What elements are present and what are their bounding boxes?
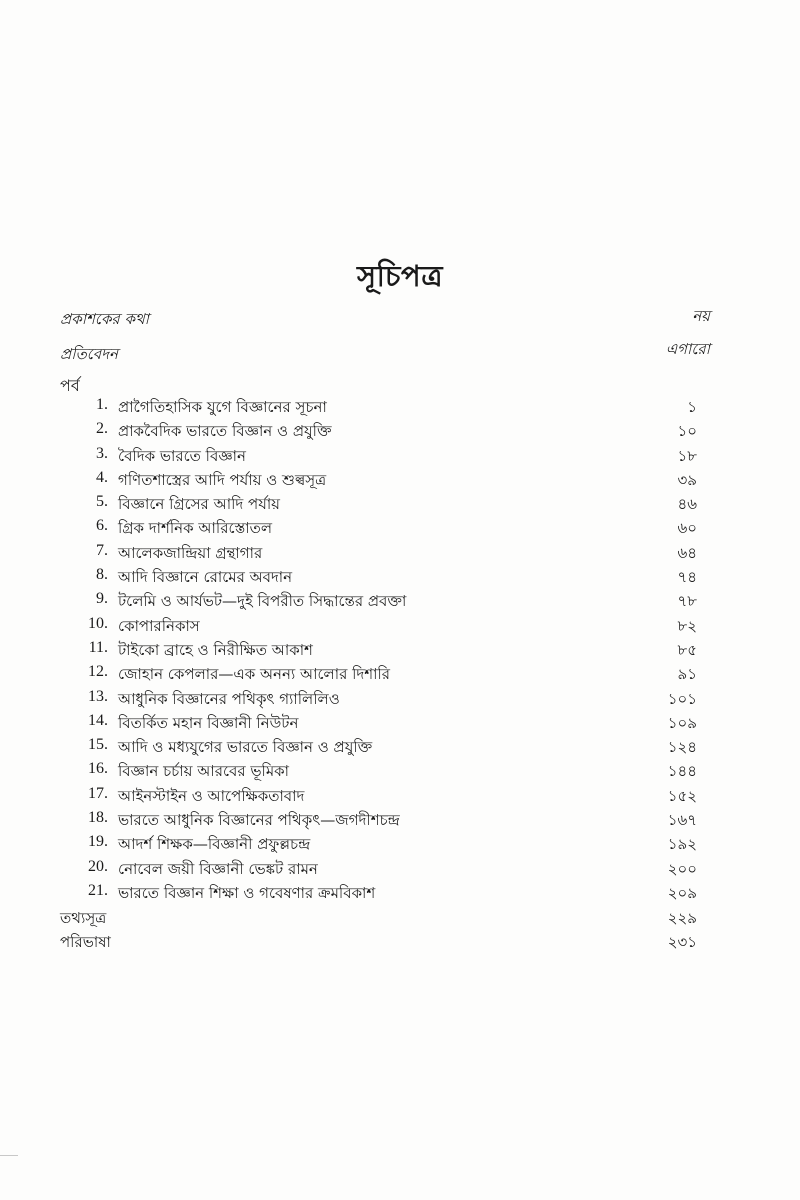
chapter-row bbox=[60, 882, 697, 906]
chapter-title: জোহান কেপলার—এক অনন্য আলোর দিশারি bbox=[118, 665, 391, 684]
chapter-row bbox=[60, 420, 697, 444]
chapter-number: 2. bbox=[96, 420, 108, 438]
chapter-number: 20. bbox=[88, 857, 108, 875]
chapter-row bbox=[60, 542, 697, 566]
chapter-page: ৬৪ bbox=[677, 543, 697, 562]
chapter-page: ২০০ bbox=[667, 859, 697, 878]
chapter-row bbox=[60, 712, 697, 736]
chapter-title: বিজ্ঞানে গ্রিসের আদি পর্যায় bbox=[118, 495, 281, 514]
chapter-number: 6. bbox=[96, 517, 108, 535]
chapter-row bbox=[60, 736, 697, 760]
chapter-number: 1. bbox=[96, 396, 108, 413]
chapter-page: ৩৯ bbox=[677, 470, 697, 489]
chapter-list bbox=[60, 396, 697, 906]
chapter-number: 19. bbox=[88, 833, 108, 851]
chapter-row bbox=[60, 639, 697, 663]
chapter-page: ১৬৭ bbox=[667, 811, 697, 830]
chapter-page: ১০ bbox=[677, 422, 697, 441]
chapter-page: ৮৫ bbox=[677, 640, 697, 659]
chapter-row bbox=[60, 833, 697, 857]
chapter-title: টাইকো ব্রাহে ও নিরীক্ষিত আকাশ bbox=[118, 640, 313, 659]
chapter-number: 16. bbox=[88, 760, 108, 778]
chapter-number: 4. bbox=[96, 468, 108, 486]
chapter-row bbox=[60, 566, 697, 590]
chapter-title: আদর্শ শিক্ষক—বিজ্ঞানী প্রফুল্লচন্দ্র bbox=[118, 835, 311, 854]
chapter-number: 3. bbox=[96, 444, 108, 462]
front-matter-page: নয় bbox=[692, 307, 710, 325]
chapter-title: ভারতে বিজ্ঞান শিক্ষা ও গবেষণার ক্রমবিকাশ bbox=[118, 883, 376, 902]
chapter-title: আইনস্টাইন ও আপেক্ষিকতাবাদ bbox=[118, 786, 305, 805]
chapter-page: ২০৯ bbox=[667, 883, 697, 902]
chapter-title: প্রাকবৈদিক ভারতে বিজ্ঞান ও প্রযুক্তি bbox=[118, 422, 332, 441]
chapter-page: ৭৪ bbox=[677, 568, 697, 587]
chapter-row bbox=[60, 493, 697, 517]
chapter-row bbox=[60, 517, 697, 541]
chapter-number: 9. bbox=[96, 590, 108, 608]
chapter-title: গ্রিক দার্শনিক আরিস্তোতল bbox=[118, 519, 273, 538]
chapter-page: ১ bbox=[687, 398, 697, 416]
chapter-number: 11. bbox=[88, 638, 108, 656]
chapter-page: ১০৯ bbox=[667, 713, 697, 732]
back-matter-page: ২২৯ bbox=[667, 909, 697, 927]
chapter-page: ১৮ bbox=[677, 446, 697, 465]
chapter-title: বিজ্ঞান চর্চায় আরবের ভূমিকা bbox=[118, 762, 289, 781]
chapter-title: আলেকজান্দ্রিয়া গ্রন্থাগার bbox=[118, 543, 263, 562]
chapter-page: ৯১ bbox=[677, 665, 697, 684]
chapter-title: টলেমি ও আর্যভট—দুই বিপরীত সিদ্ধান্তের প্রবক্তা bbox=[118, 592, 407, 611]
chapter-row bbox=[60, 615, 697, 639]
back-matter-label: তথ্যসূত্র bbox=[60, 909, 107, 927]
front-matter-page: এগারো bbox=[665, 340, 710, 358]
chapter-number: 10. bbox=[88, 614, 108, 632]
chapter-page: ১০১ bbox=[667, 689, 697, 708]
back-matter-label: পরিভাষা bbox=[60, 933, 111, 951]
chapter-page: ৪৬ bbox=[677, 495, 697, 514]
chapter-page: ১৯২ bbox=[667, 835, 697, 854]
chapter-page: ৬০ bbox=[677, 519, 697, 538]
chapter-number: 17. bbox=[88, 784, 108, 802]
chapter-title: বিতর্কিত মহান বিজ্ঞানী নিউটন bbox=[118, 713, 299, 732]
chapter-row bbox=[60, 590, 697, 614]
margin-mark bbox=[0, 1155, 18, 1156]
chapter-number: 18. bbox=[88, 809, 108, 827]
chapter-number: 13. bbox=[88, 687, 108, 705]
chapter-row bbox=[60, 469, 697, 493]
chapter-title: বৈদিক ভারতে বিজ্ঞান bbox=[118, 446, 246, 465]
chapter-row bbox=[60, 858, 697, 882]
chapter-title: আদি ও মধ্যযুগের ভারতে বিজ্ঞান ও প্রযুক্তি bbox=[118, 738, 373, 757]
chapter-row bbox=[60, 445, 697, 469]
chapter-title: ভারতে আধুনিক বিজ্ঞানের পথিকৃৎ—জগদীশচন্দ্র bbox=[118, 811, 400, 830]
chapter-row bbox=[60, 760, 697, 784]
back-matter-page: ২৩১ bbox=[667, 933, 697, 951]
front-matter-label: প্রতিবেদন bbox=[60, 345, 118, 363]
chapter-row bbox=[60, 809, 697, 833]
front-matter-label: প্রকাশকের কথা bbox=[60, 310, 150, 328]
chapter-row bbox=[60, 396, 697, 420]
chapter-page: ১২৪ bbox=[667, 738, 697, 757]
page-title: সূচিপত্র bbox=[356, 259, 444, 293]
chapter-page: ১৪৪ bbox=[667, 762, 697, 781]
chapter-title: আদি বিজ্ঞানে রোমের অবদান bbox=[118, 568, 293, 587]
chapter-number: 12. bbox=[88, 663, 108, 681]
chapter-page: ৭৮ bbox=[677, 592, 697, 611]
chapter-title: কোপারনিকাস bbox=[118, 616, 200, 635]
chapter-number: 7. bbox=[96, 541, 108, 559]
section-heading: পর্ব bbox=[60, 376, 80, 395]
chapter-page: ৮২ bbox=[677, 616, 697, 635]
chapter-number: 14. bbox=[88, 711, 108, 729]
chapter-row bbox=[60, 688, 697, 712]
chapter-title: গণিতশাস্ত্রের আদি পর্যায় ও শুল্বসূত্র bbox=[118, 470, 327, 489]
chapter-number: 8. bbox=[96, 566, 108, 584]
chapter-number: 15. bbox=[88, 736, 108, 754]
chapter-page: ১৫২ bbox=[667, 786, 697, 805]
chapter-number: 21. bbox=[88, 881, 108, 899]
chapter-row bbox=[60, 785, 697, 809]
chapter-title: নোবেল জয়ী বিজ্ঞানী ভেঙ্কট রামন bbox=[118, 859, 318, 878]
chapter-number: 5. bbox=[96, 493, 108, 511]
chapter-title: প্রাগৈতিহাসিক যুগে বিজ্ঞানের সূচনা bbox=[118, 398, 327, 416]
chapter-row bbox=[60, 663, 697, 687]
chapter-title: আধুনিক বিজ্ঞানের পথিকৃৎ গ্যালিলিও bbox=[118, 689, 340, 708]
